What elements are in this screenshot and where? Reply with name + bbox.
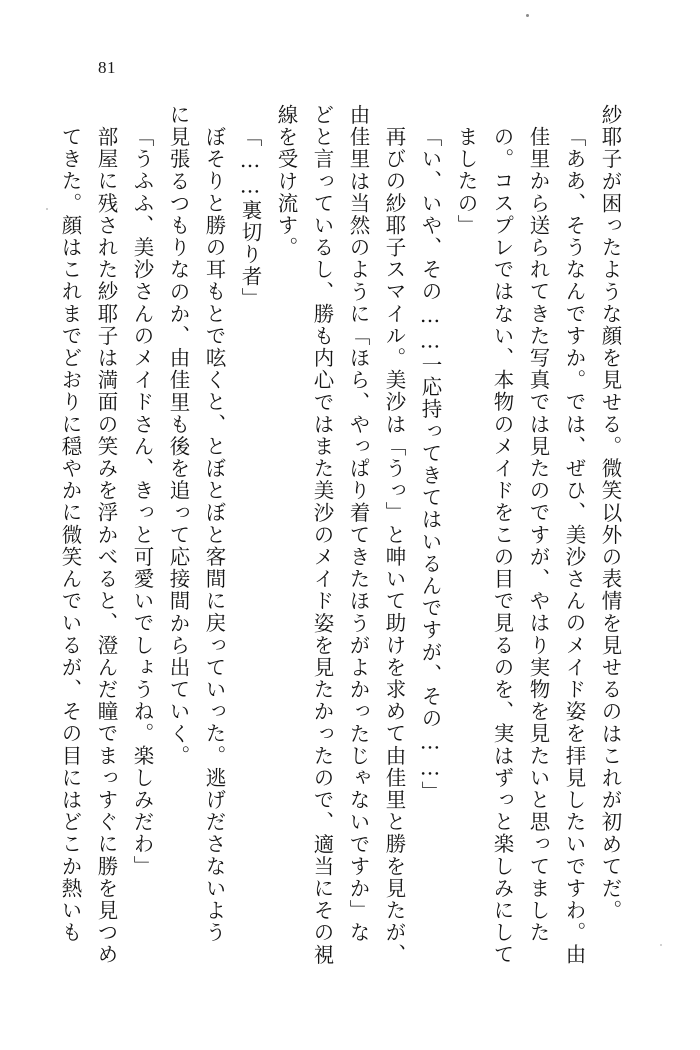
scan-speck	[526, 14, 529, 17]
paragraph: 「……裏切り者」	[238, 126, 262, 310]
scan-speck	[46, 208, 48, 210]
paragraph: に見張るつもりなのか、由佳里も後を追って応接間から出ていく。	[166, 104, 190, 767]
paragraph: 部屋に残された紗耶子は満面の笑みを浮かべると、澄んだ瞳でまっすぐに勝を見つめてきた。顔はこれまでどおりに穏やかに微笑んでいるが、その目にはどこか熱いも	[58, 126, 118, 966]
paragraph: ぼそりと勝の耳もとで呟くと、とぼとぼと客間に戻っていった。逃げださないよう	[202, 126, 226, 944]
body-text	[58, 104, 628, 984]
paragraph: 「ああ、そうなんですか。では、ぜひ、美沙さんのメイド姿を拝見したいですわ。由佳里から送られてきた写真では見たのですが、やはり実物を見たいと思ってましたの。コスプレではない、本物のメイドをこの目で見るのを、実はずっと楽しみにしてましたの」	[454, 126, 586, 966]
paragraph: どと言っているし、勝も内心ではまた美沙のメイド姿を見たかったので、適当にその視線を受け流す。	[274, 104, 334, 966]
paragraph: 紗耶子が困ったような顔を見せる。微笑以外の表情を見せるのはこれが初めてだ。	[598, 104, 622, 922]
scan-speck	[660, 944, 662, 946]
paragraph: 再びの紗耶子スマイル。美沙は「うっ」と呻いて助けを求めて由佳里と勝を見たが、	[382, 126, 406, 966]
paragraph: 「い、いや、その……一応持ってきてはいるんですが、その……」	[418, 126, 442, 803]
page-number: 81	[98, 58, 116, 77]
paragraph: 「うふふ、美沙さんのメイドさん、きっと可愛いでしょうね。楽しみだわ」	[130, 126, 154, 878]
paragraph: 由佳里は当然のように「ほら、やっぱり着てきたほうがよかったじゃないですか」な	[346, 104, 370, 944]
